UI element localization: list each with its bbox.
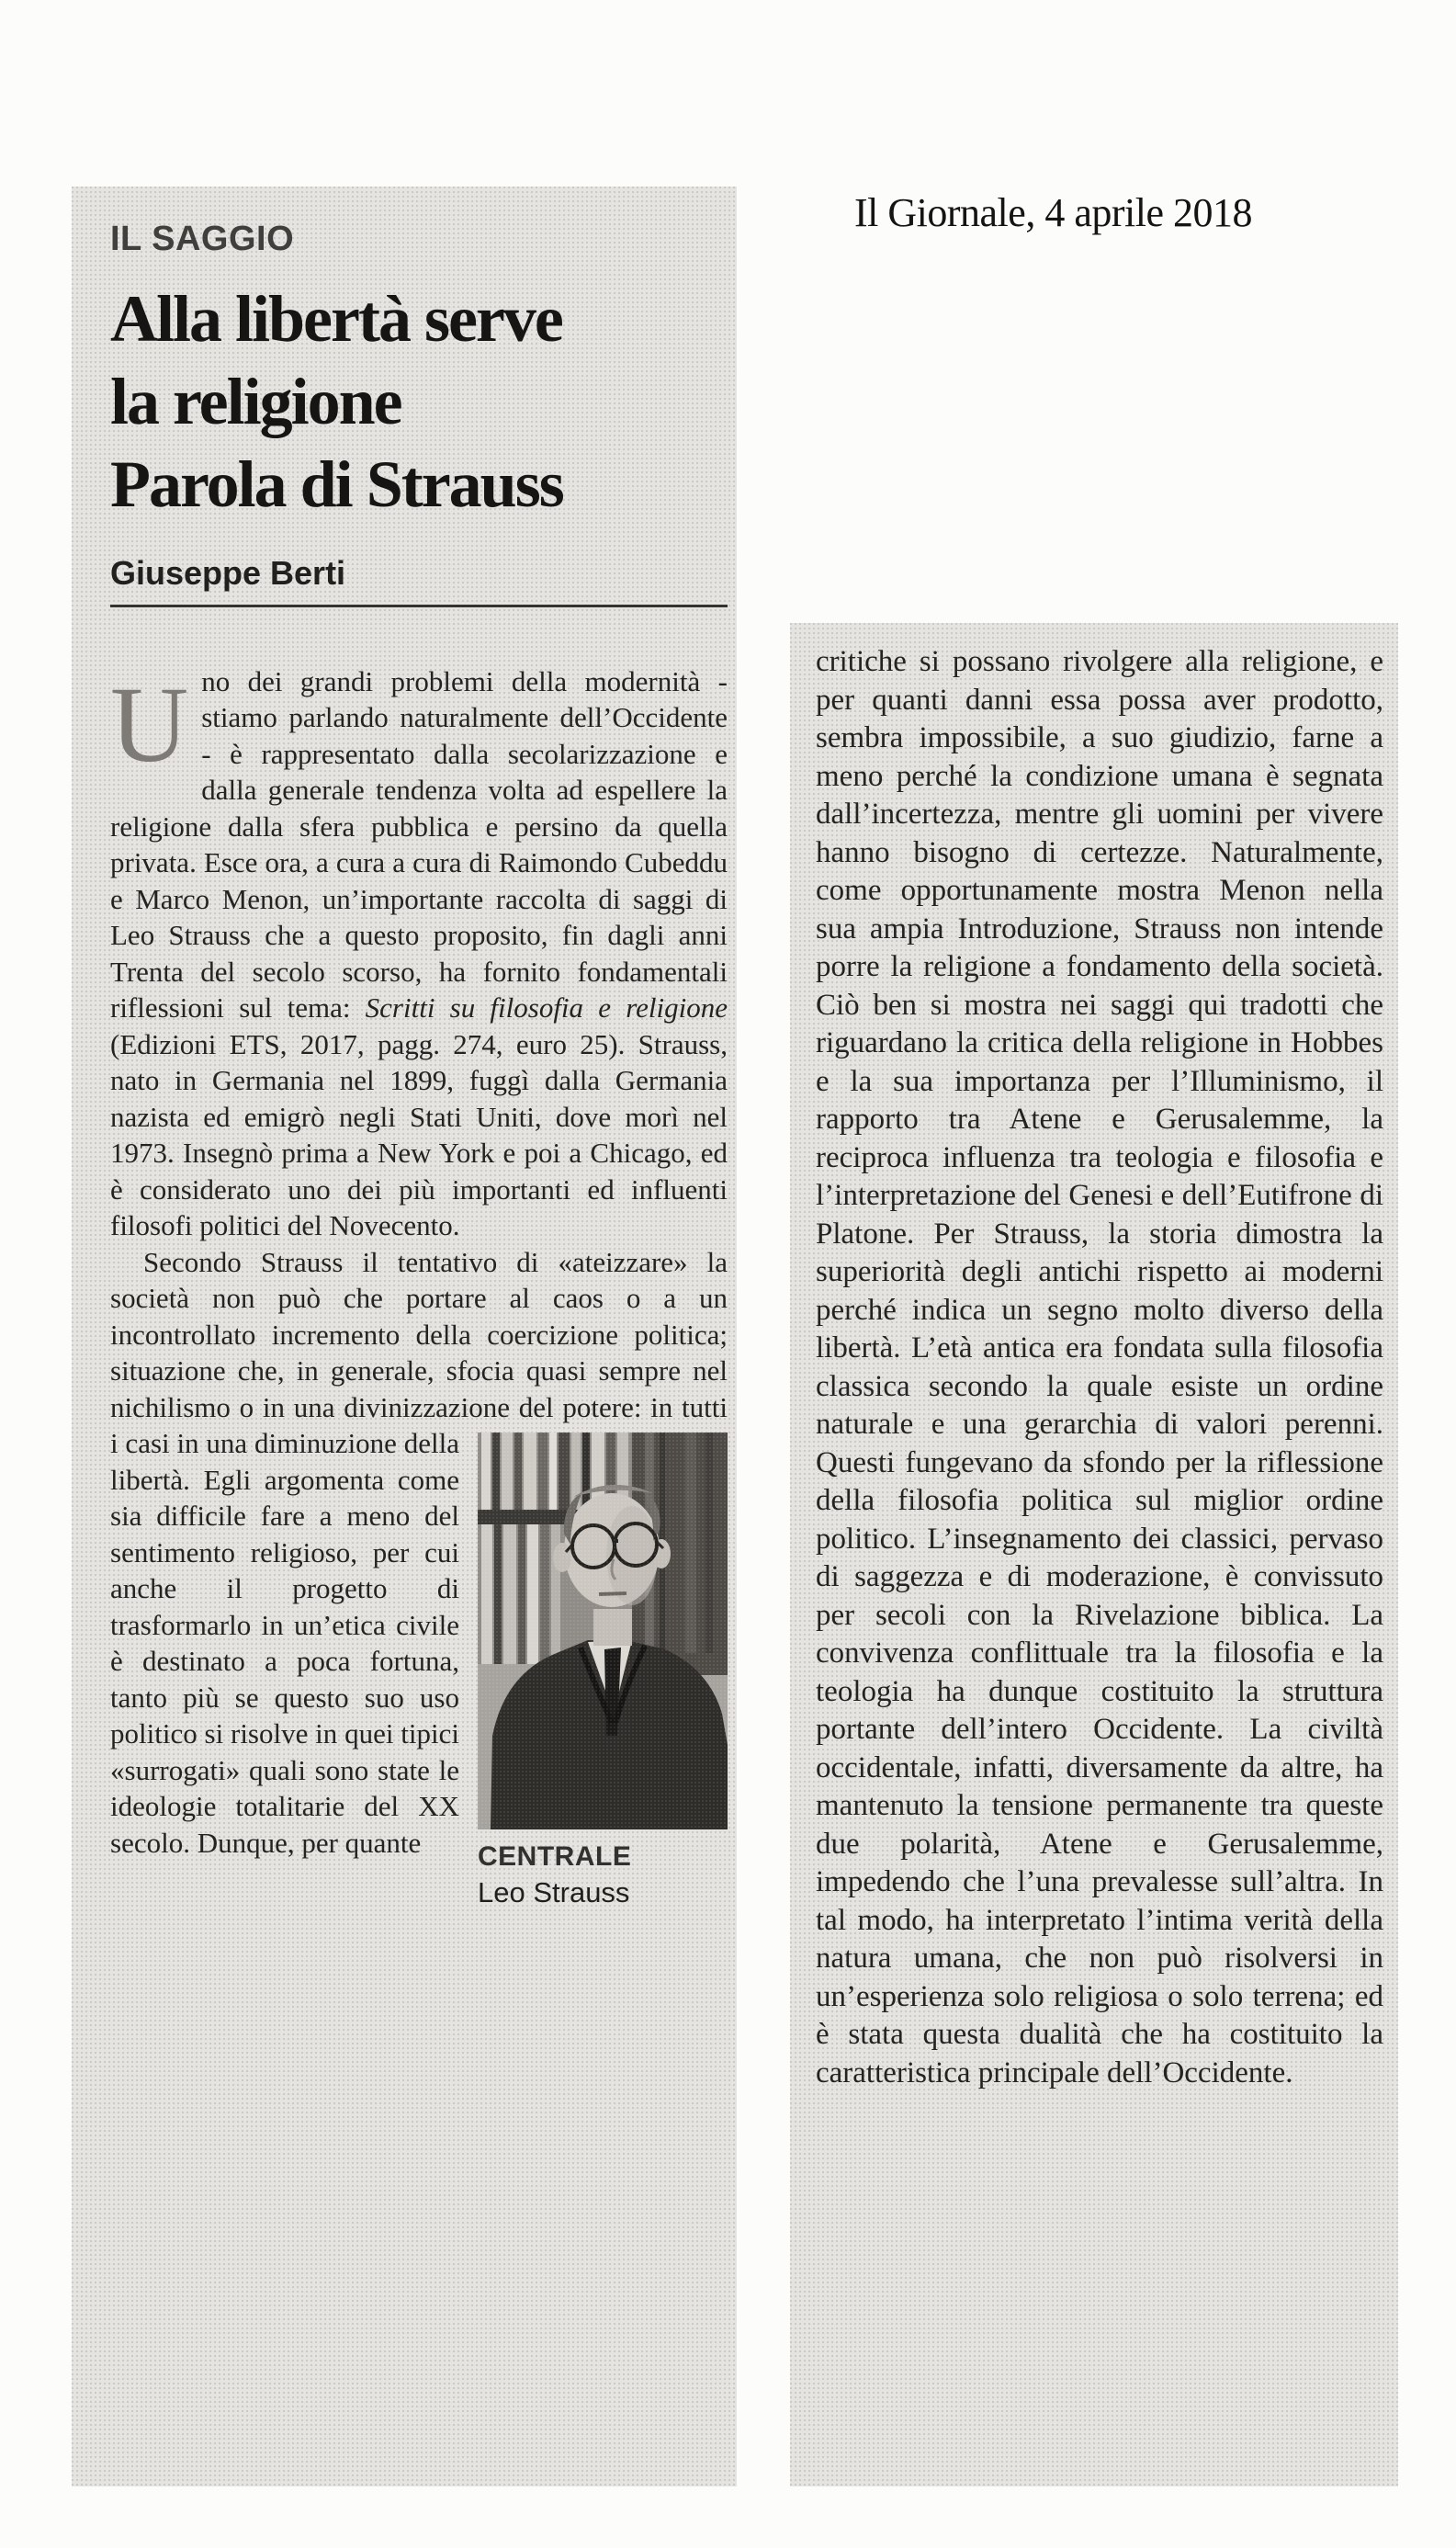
paragraph-text: Secondo Strauss il tentativo di «ateizzare» la società non può che portare al caos o a un incontrollato incremento della coercizione politica; situazione che, in generale, sfocia quasi sempre nel nichilismo o in una divinizzazione del potere: in tutti i casi in una [110, 1245, 728, 1460]
article-body-left-column [110, 663, 728, 1909]
headline-line: Parola di Strauss [110, 447, 563, 521]
paragraph-text: diminuzione della libertà. Egli argomenta come sia difficile fare a meno del sentimento religioso, per cui anche il progetto di trasformarlo in un’etica civile è destinato a poca fortuna, tanto più se questo suo uso politico si risolve in quei tipici «surrogati» quali sono state le ideologie totalitarie del XX secolo. Dunque, per quante [110, 1427, 460, 1859]
paragraph-second [110, 1244, 728, 1909]
drop-cap: U [110, 663, 189, 785]
book-title: Scritti su filosofia e religione [365, 991, 728, 1025]
leo-strauss-photo [478, 1433, 728, 1829]
paragraph-text: no dei grandi problemi della modernità - stiamo parlando naturalmente dell’Occidente - è rappresentato dalla secolarizzazione e dalla generale tendenza volta ad espellere la religione dalla sfera pubblica e persino da quella privata. Esce ora, a cura a cura di Raimondo Cubeddu e Marco Menon, un’importante raccolta di saggi di Leo Strauss che a questo proposito, fin dagli anni Trenta del secolo scorso, ha fornito fondamentali riflessioni sul tema: [110, 664, 728, 1025]
article-clipping-right [790, 623, 1398, 2486]
byline-rule [110, 605, 728, 607]
photo-card [478, 1433, 728, 1909]
paragraph-continuation: critiche si possano rivolgere alla religione, e per quanti danni essa possa aver prodotto, sembra impossibile, a suo giudizio, farne a meno perché la condizione umana è segnata dall’incertezza, mentre gli uomini per vivere hanno bisogno di certezze. Naturalmente, come opportunamente mostra Menon nella sua ampia Introduzione, Strauss non intende porre la religione a fondamento della società. Ciò ben si mostra nei saggi qui tradotti che riguardano la critica della religione in Hobbes e la sua importanza per l’Illuminismo, il rapporto tra Atene e Gerusalemme, la reciproca influenza tra teologia e filosofia e l’interpretazione del Genesi e dell’Eutifrone di Platone. Per Strauss, la storia dimostra la superiorità degli antichi rispetto ai moderni perché indica un segno molto diverso della libertà. L’età antica era fondata sulla filosofia classica secondo la quale esiste un ordine naturale e una gerarchia di valori perenni. Questi fungevano da sfondo per la riflessione della filosofia politica sul miglior ordine politico. L’insegnamento dei classici, pervaso di saggezza e di moderazione, è convissuto per secoli con la Rivelazione biblica. La convivenza conflittuale tra la filosofia e la teologia ha dunque costituito la struttura portante dell’intero Occidente. La civiltà occidentale, infatti, diversamente da altre, ha mantenuto la tensione permanente tra queste due polarità, Atene e Gerusalemme, impedendo che l’una prevalesse sull’altra. In tal modo, ha interpretato l’intima verità della natura umana, che non può risolversi in un’esperienza solo religiosa o solo terrena; ed è stata questa dualità che ha costituito la caratteristica principale dell’Occidente. [816, 645, 1383, 2089]
paragraph-lead [110, 663, 728, 1244]
headline-line: la religione [110, 364, 401, 438]
article-clipping-left [72, 187, 737, 2486]
headline-line: Alla libertà serve [110, 281, 562, 356]
author-byline: Giuseppe Berti [110, 553, 346, 592]
article-headline [110, 277, 728, 526]
section-kicker: IL SAGGIO [110, 220, 295, 258]
article-body-right-column [816, 643, 1383, 2092]
photo-caption-label: CENTRALE [478, 1841, 632, 1873]
date-note: Il Giornale, 4 aprile 2018 [854, 190, 1252, 235]
paragraph-text: (Edizioni ETS, 2017, pagg. 274, euro 25). Strauss, nato in Germania nel 1899, fuggì dalla Germania nazista ed emigrò negli Stati Uniti, dove morì nel 1973. Insegnò prima a New York e poi a Chicago, ed è considerato uno dei più importanti ed influenti filosofi politici del Novecento. [110, 1027, 728, 1242]
photo-caption-name: Leo Strauss [478, 1876, 630, 1909]
